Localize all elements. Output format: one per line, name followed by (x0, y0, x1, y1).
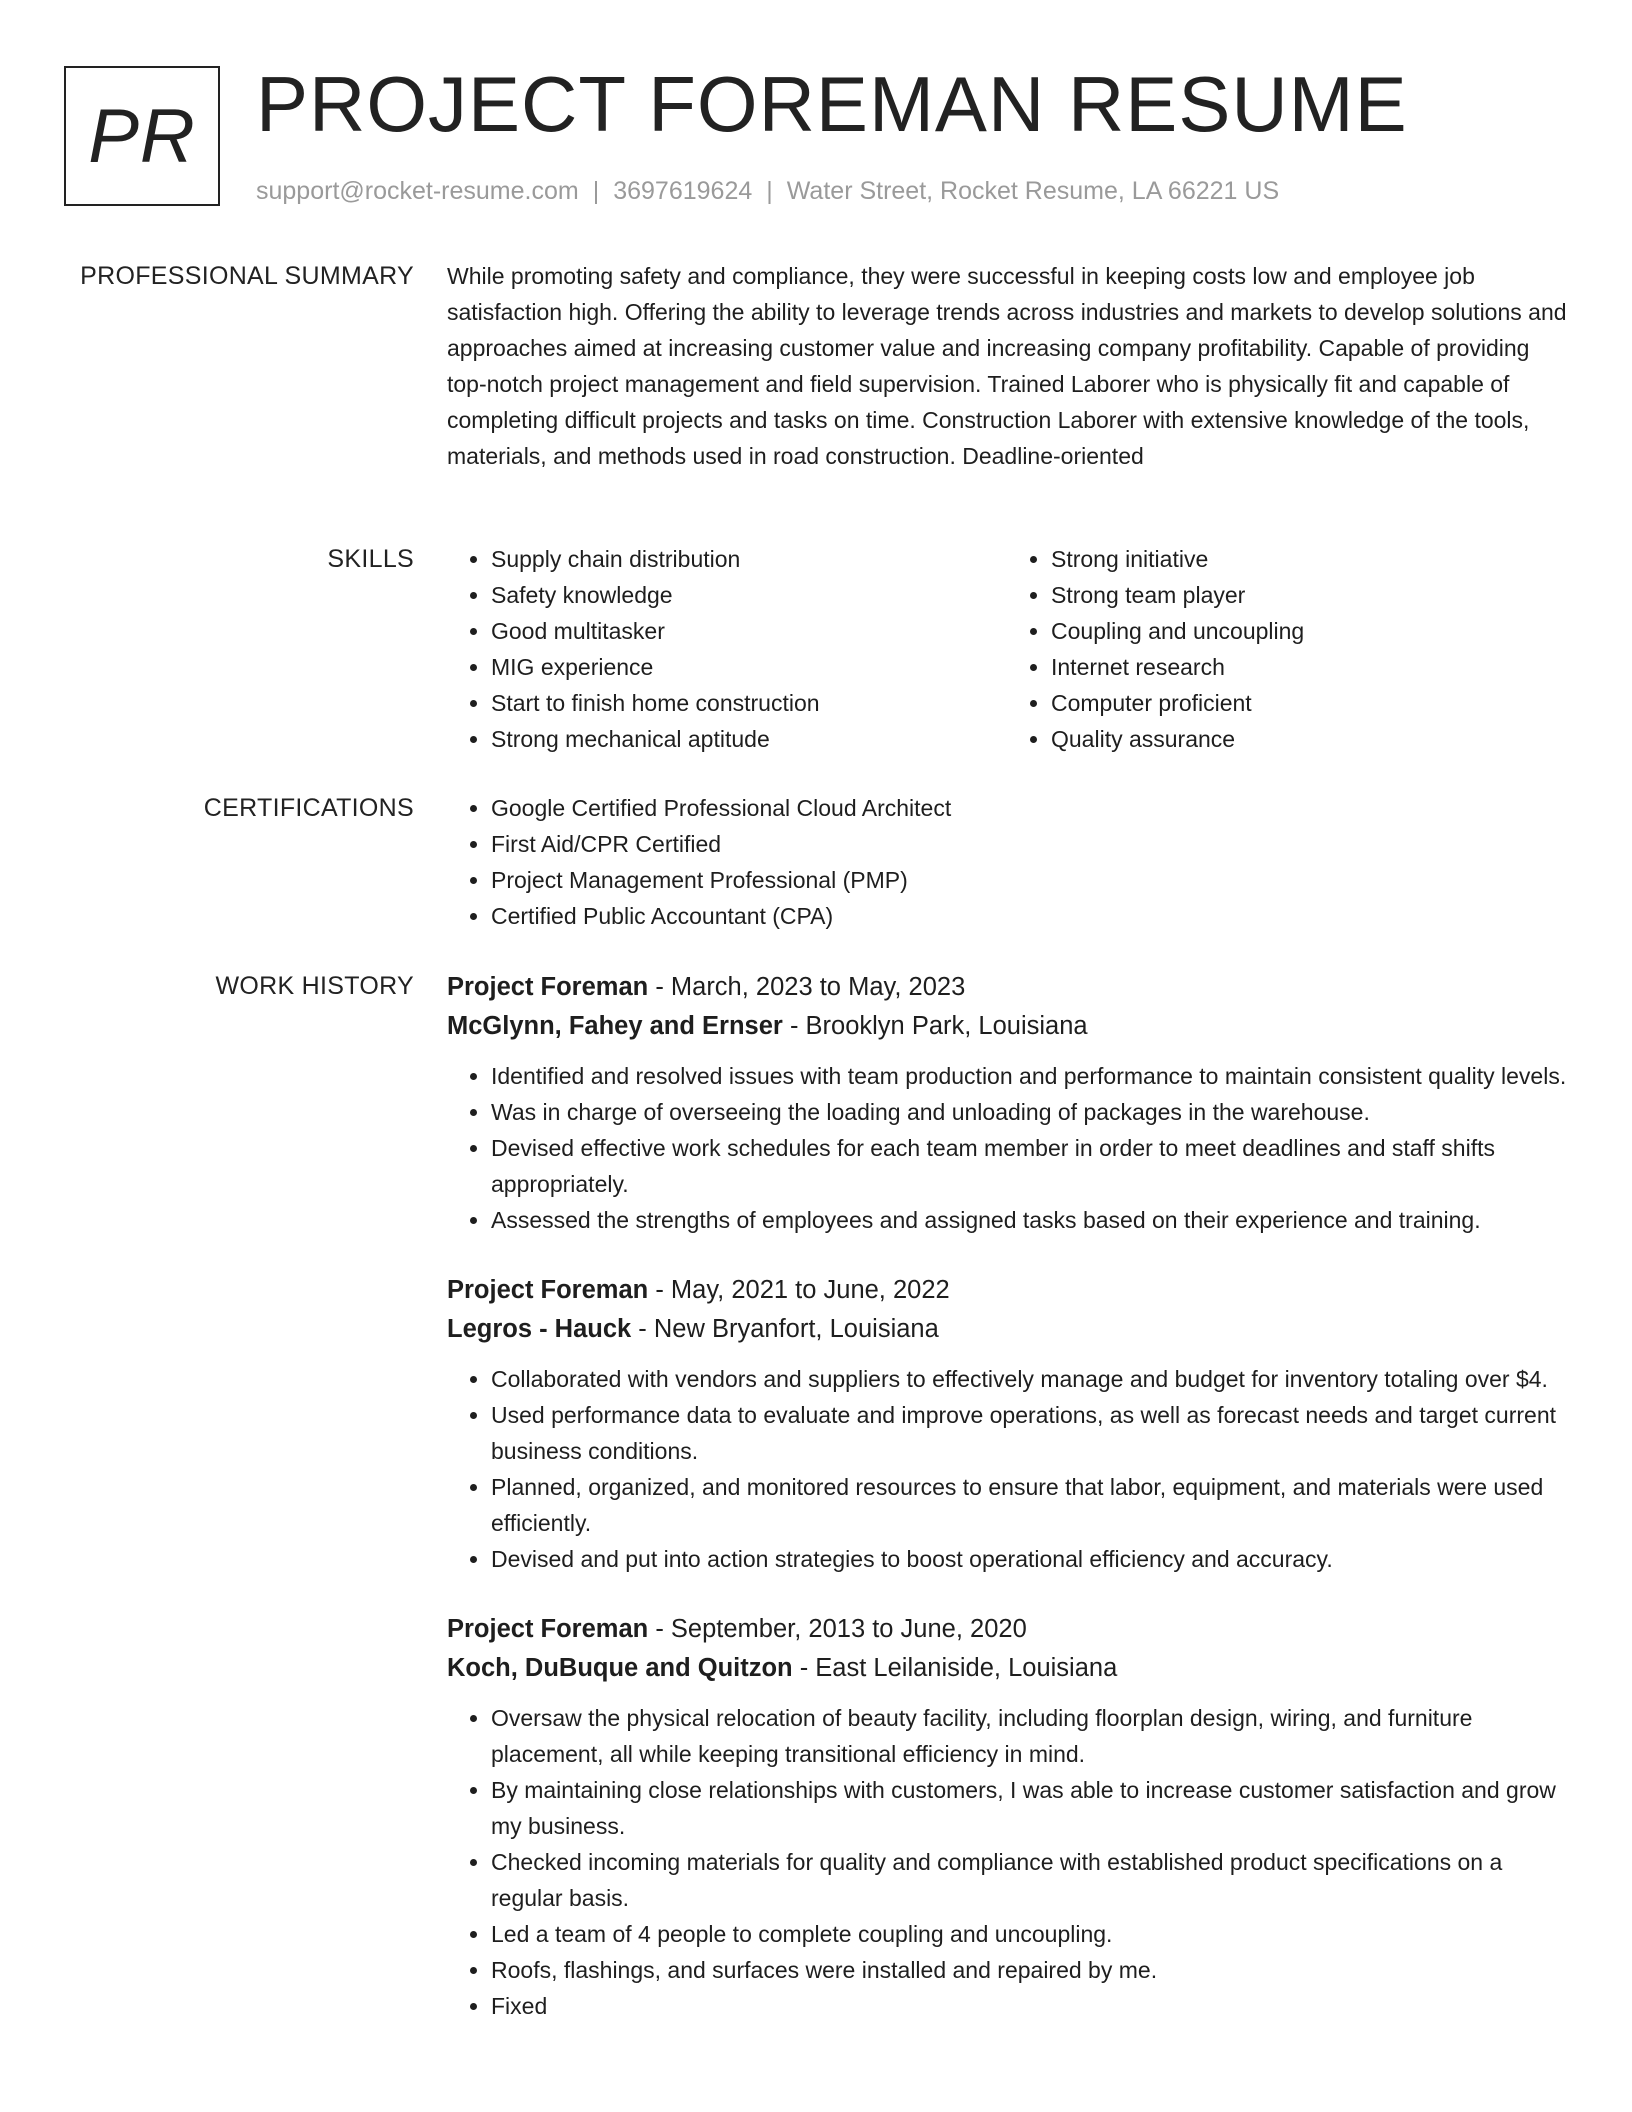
job-bullet: • Checked incoming materials for quality and compliance with established product specifications on a regular basis. (491, 1844, 1567, 1916)
job-bullet: • Led a team of 4 people to complete coupling and uncoupling. (491, 1916, 1567, 1952)
job-bullets (447, 1058, 1567, 1238)
skill-item: • Computer proficient (1051, 685, 1567, 721)
contact-email[interactable]: support@rocket-resume.com (256, 177, 579, 205)
job-company-line (447, 1310, 1567, 1349)
certification-item: • Google Certified Professional Cloud Architect (491, 790, 1567, 826)
job-bullet: • Assessed the strengths of employees and assigned tasks based on their experience and training. (491, 1202, 1567, 1238)
contact-line (256, 174, 1279, 208)
job-company: Legros - Hauck (447, 1315, 632, 1343)
job-entry (447, 1271, 1567, 1577)
skill-item: • Start to finish home construction (491, 685, 1007, 721)
job-bullet: • Devised and put into action strategies to boost operational efficiency and accuracy. (491, 1541, 1567, 1577)
certification-item: • First Aid/CPR Certified (491, 826, 1567, 862)
job-bullet: • By maintaining close relationships with customers, I was able to increase customer satisfaction and grow my business. (491, 1772, 1567, 1844)
job-dates: - September, 2013 to June, 2020 (648, 1615, 1027, 1643)
job-bullet: • Collaborated with vendors and suppliers to effectively manage and budget for inventory totaling over $4. (491, 1361, 1567, 1397)
section-label-work-history: WORK HISTORY (215, 972, 414, 1000)
job-company: McGlynn, Fahey and Ernser (447, 1012, 783, 1040)
work-history-content (447, 968, 1567, 2024)
skill-item: • Good multitasker (491, 613, 1007, 649)
skills-list-col2 (1007, 541, 1567, 757)
monogram-logo: PR (64, 66, 220, 206)
job-bullet: • Oversaw the physical relocation of beauty facility, including floorplan design, wiring, and furniture placement, all while keeping transitional efficiency in mind. (491, 1700, 1567, 1772)
skill-item: • Strong team player (1051, 577, 1567, 613)
summary-text: While promoting safety and compliance, they were successful in keeping costs low and employee job satisfaction high. Offering the ability to leverage trends across industries and markets to develop solutions and approaches aimed at increasing customer value and increasing company profitability. Capable of providing top-notch project management and field supervision. Trained Laborer who is physically fit and capable of completing difficult projects and tasks on time. Construction Laborer with extensive knowledge of the tools, materials, and methods used in road construction. Deadline-oriented (447, 263, 1567, 469)
section-label-skills: SKILLS (327, 545, 414, 573)
job-title-line (447, 968, 1567, 1007)
section-label-certifications: CERTIFICATIONS (203, 794, 414, 822)
job-role: Project Foreman (447, 973, 649, 1001)
skill-item: • Internet research (1051, 649, 1567, 685)
job-bullet: • Identified and resolved issues with team production and performance to maintain consistent quality levels. (491, 1058, 1567, 1094)
job-title-line (447, 1271, 1567, 1310)
job-bullet: • Used performance data to evaluate and improve operations, as well as forecast needs and target current business conditions. (491, 1397, 1567, 1469)
skill-item: • MIG experience (491, 649, 1007, 685)
resume-title: PROJECT FOREMAN RESUME (256, 60, 1408, 148)
certification-item: • Project Management Professional (PMP) (491, 862, 1567, 898)
contact-phone[interactable]: 3697619624 (613, 177, 753, 205)
certification-item: • Certified Public Accountant (CPA) (491, 898, 1567, 934)
contact-separator: | (592, 177, 600, 205)
skills-lists (447, 541, 1567, 757)
job-title-line (447, 1610, 1567, 1649)
section-label-summary: PROFESSIONAL SUMMARY (80, 262, 414, 290)
certifications-list-wrap (447, 790, 1567, 934)
skill-item: • Supply chain distribution (491, 541, 1007, 577)
job-entry (447, 1610, 1567, 2024)
job-role: Project Foreman (447, 1276, 649, 1304)
job-location: - Brooklyn Park, Louisiana (782, 1012, 1088, 1040)
job-bullet: • Roofs, flashings, and surfaces were installed and repaired by me. (491, 1952, 1567, 1988)
job-entry (447, 968, 1567, 1238)
job-dates: - May, 2021 to June, 2022 (648, 1276, 950, 1304)
contact-separator: | (766, 177, 773, 205)
skill-item: • Strong mechanical aptitude (491, 721, 1007, 757)
contact-address: Water Street, Rocket Resume, LA 66221 US (786, 177, 1280, 205)
skill-item: • Quality assurance (1051, 721, 1567, 757)
job-bullets (447, 1361, 1567, 1577)
skill-item: • Strong initiative (1051, 541, 1567, 577)
job-company-line (447, 1007, 1567, 1046)
job-location: - East Leilaniside, Louisiana (792, 1654, 1118, 1682)
skill-item: • Safety knowledge (491, 577, 1007, 613)
job-bullet: • Fixed (491, 1988, 1567, 2024)
job-bullet: • Devised effective work schedules for each team member in order to meet deadlines and staff shifts appropriately. (491, 1130, 1567, 1202)
job-bullets (447, 1700, 1567, 2024)
job-dates: - March, 2023 to May, 2023 (648, 973, 966, 1001)
job-bullet: • Was in charge of overseeing the loading and unloading of packages in the warehouse. (491, 1094, 1567, 1130)
skills-list-col1 (447, 541, 1007, 757)
certifications-list (447, 790, 1567, 934)
job-company-line (447, 1649, 1567, 1688)
job-role: Project Foreman (447, 1615, 649, 1643)
skill-item: • Coupling and uncoupling (1051, 613, 1567, 649)
job-company: Koch, DuBuque and Quitzon (447, 1654, 793, 1682)
job-location: - New Bryanfort, Louisiana (631, 1315, 939, 1343)
job-bullet: • Planned, organized, and monitored resources to ensure that labor, equipment, and materials were used efficiently. (491, 1469, 1567, 1541)
